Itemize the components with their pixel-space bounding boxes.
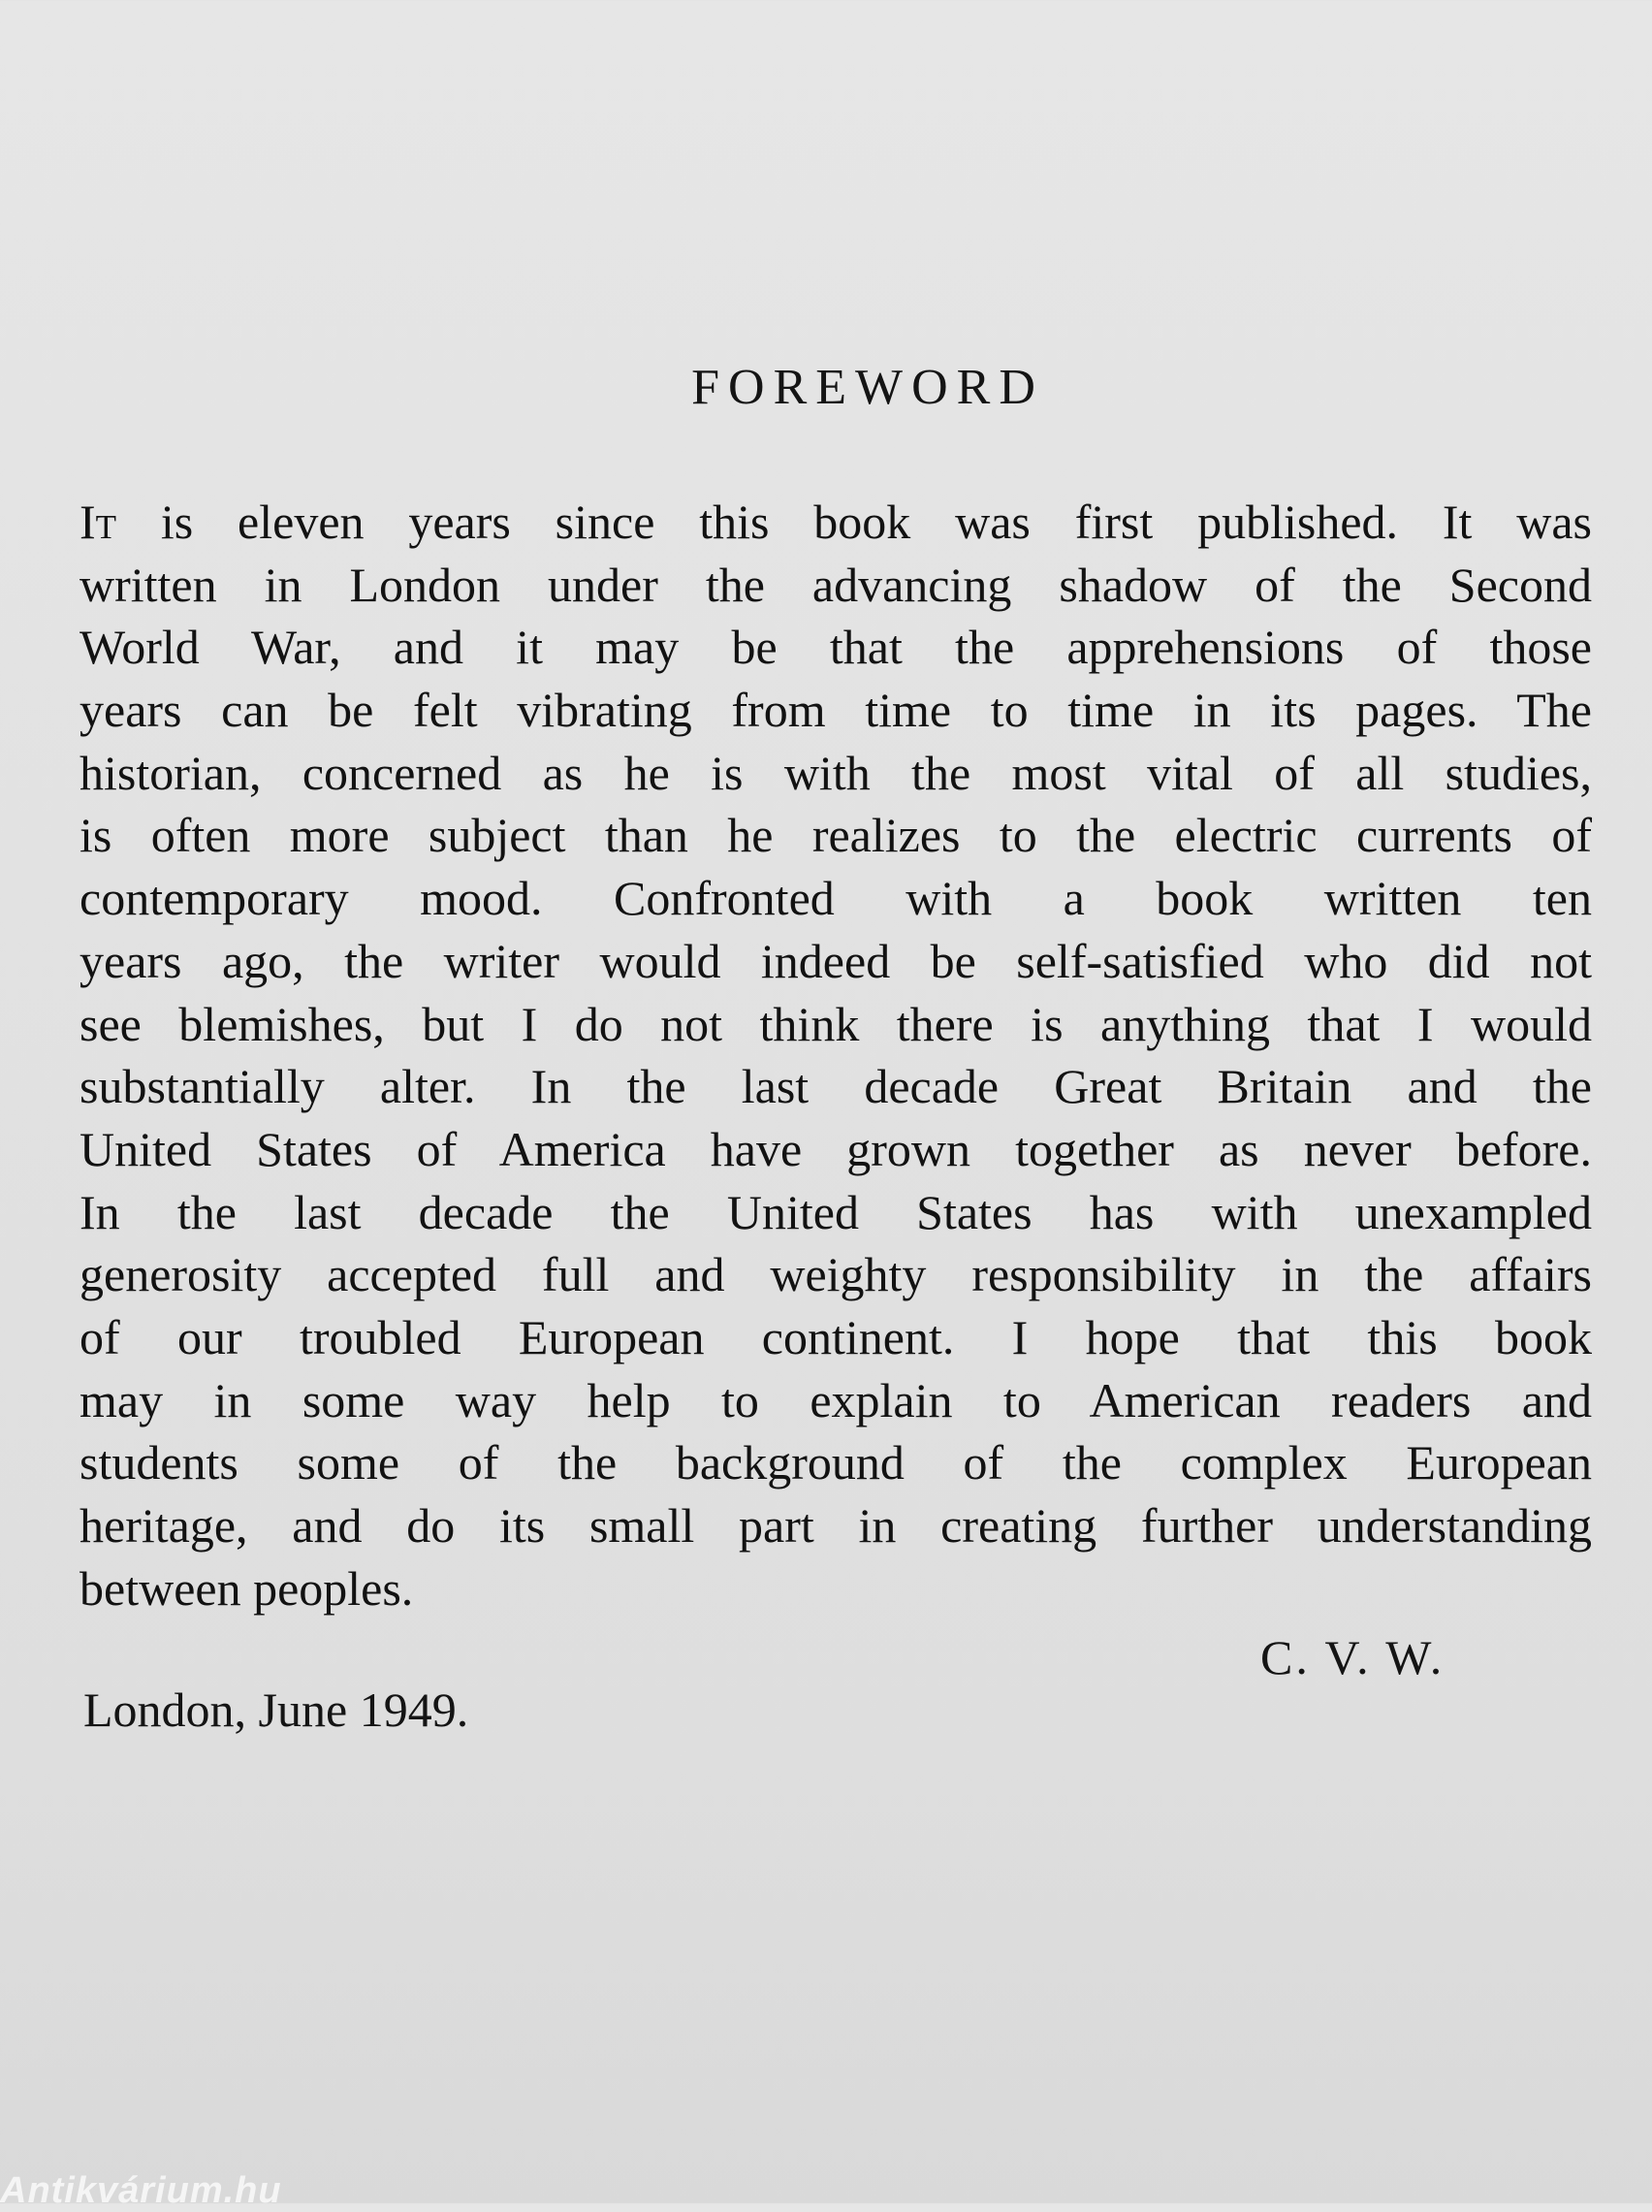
text-line-4: years can be felt vibrating from time to time in its pages. The [79,683,1592,738]
text-line-2: written in London under the advancing shadow of the Second [79,557,1592,612]
opening-word: It [79,495,117,549]
text-line-16: students some of the background of the complex European [79,1435,1592,1491]
foreword-body [79,491,1592,1619]
text-line-13: generosity accepted full and weighty responsibility in the affairs [79,1247,1592,1302]
text-line-7: contemporary mood. Confronted with a book written ten [79,871,1592,926]
text-line-14: of our troubled European continent. I hope that this book [79,1309,1592,1364]
text-line-12: In the last decade the United States has with unexampled [79,1184,1592,1239]
text-line-10: substantially alter. In the last decade Great Britain and the [79,1059,1592,1114]
watermark-logo: Antikvárium.hu [0,2170,282,2211]
text-line-6: is often more subject than he realizes to the electric currents of [79,808,1592,863]
text-line-17: heritage, and do its small part in creating further understanding [79,1498,1592,1553]
text-line-3: World War, and it may be that the apprehensions of those [79,620,1592,675]
text-line-11: United States of America have grown together as never before. [79,1121,1592,1176]
text-line-9: see blemishes, but I do not think there is anything that I would [79,996,1592,1051]
text-line-15: may in some way help to explain to American readers and [79,1372,1592,1427]
text-line-5: historian, concerned as he is with the most vital of all studies, [79,745,1592,800]
text-line-1-rest: is eleven years since this book was first published. It was [116,495,1592,549]
text-line-8: years ago, the writer would indeed be self-satisfied who did not [79,933,1592,988]
text-line-1 [79,491,1592,554]
place-and-date: London, June 1949. [83,1683,469,1737]
text-line-18: between peoples. [79,1560,414,1616]
page-title: FOREWORD [691,360,1044,415]
author-initials: C. V. W. [1260,1630,1446,1684]
